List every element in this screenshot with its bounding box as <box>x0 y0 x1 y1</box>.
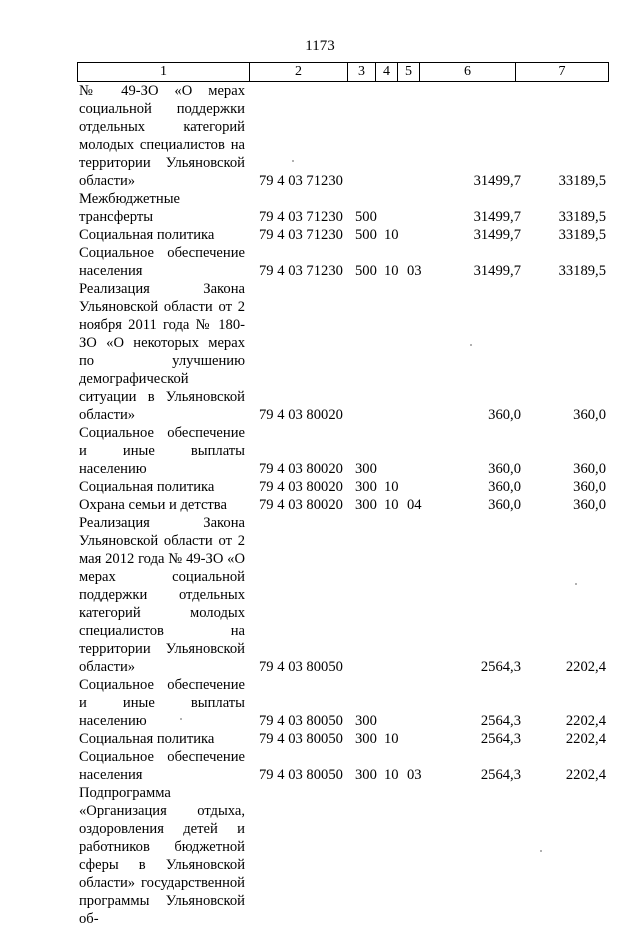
row-name: Социальное обеспечение населения <box>79 245 245 279</box>
row-value-year1: 360,0 <box>488 479 521 495</box>
table-row <box>79 190 619 226</box>
row-value-year1: 360,0 <box>488 461 521 477</box>
row-code: 79 4 03 80020 <box>259 407 343 423</box>
row-code: 79 4 03 80020 <box>259 497 343 513</box>
table-row <box>79 478 619 496</box>
table-row <box>79 496 619 514</box>
row-expense-type: 300 <box>355 461 377 477</box>
column-header-table <box>77 62 609 82</box>
row-value-year2: 360,0 <box>573 479 606 495</box>
table-row <box>79 748 619 784</box>
table-row <box>79 244 619 280</box>
row-code: 79 4 03 80020 <box>259 479 343 495</box>
row-name: Социальное обеспечение населения <box>79 749 245 783</box>
row-value-year2: 2202,4 <box>565 713 606 729</box>
scan-speck <box>470 344 472 346</box>
row-name: № 49-ЗО «О мерах социальной поддержки отдельных категорий молодых специалистов на территории Ульяновской области» <box>79 83 245 189</box>
row-value-year2: 360,0 <box>573 407 606 423</box>
row-value-year1: 31499,7 <box>473 209 521 225</box>
row-name: Реализация Закона Ульяновской области от 2 мая 2012 года № 49-ЗО «О мерах социальной поддержки отдельных категорий молодых специалистов на территории Ульяновской области» <box>79 515 245 675</box>
row-code: 79 4 03 80050 <box>259 767 343 783</box>
table-row <box>79 676 619 730</box>
row-name: Охрана семьи и детства <box>79 497 227 513</box>
row-value-year2: 2202,4 <box>565 731 606 747</box>
column-header-3: 3 <box>348 63 376 82</box>
row-code: 79 4 03 80050 <box>259 713 343 729</box>
column-header-5: 5 <box>398 63 420 82</box>
row-section: 10 <box>384 767 399 783</box>
scan-speck <box>180 718 182 720</box>
row-value-year2: 33189,5 <box>558 209 606 225</box>
row-value-year2: 2202,4 <box>565 767 606 783</box>
row-name: Подпрограмма «Организация отдыха, оздоровления детей и работников бюджетной сферы в Ульяновской области» государственной программы Ульяновской об- <box>79 785 245 927</box>
row-section: 10 <box>384 731 399 747</box>
table-row <box>79 730 619 748</box>
row-subsection: 03 <box>407 767 422 783</box>
scan-speck <box>575 583 577 585</box>
column-header-7: 7 <box>516 63 609 82</box>
table-row <box>79 280 619 424</box>
row-name: Реализация Закона Ульяновской области от 2 ноября 2011 года № 180-ЗО «О некоторых мерах по улучшению демографической ситуации в Ульяновской области» <box>79 281 245 423</box>
column-header-1: 1 <box>78 63 250 82</box>
row-value-year1: 360,0 <box>488 497 521 513</box>
row-value-year1: 31499,7 <box>473 173 521 189</box>
table-row <box>79 514 619 676</box>
row-code: 79 4 03 71230 <box>259 173 343 189</box>
row-code: 79 4 03 80020 <box>259 461 343 477</box>
row-code: 79 4 03 80050 <box>259 659 343 675</box>
row-expense-type: 300 <box>355 767 377 783</box>
row-name: Социальная политика <box>79 227 215 243</box>
table-row <box>79 226 619 244</box>
table-row <box>79 784 619 928</box>
row-value-year1: 2564,3 <box>480 767 521 783</box>
row-value-year2: 33189,5 <box>558 227 606 243</box>
row-value-year2: 33189,5 <box>558 173 606 189</box>
row-expense-type: 300 <box>355 479 377 495</box>
row-name: Социальная политика <box>79 731 215 747</box>
row-value-year1: 360,0 <box>488 407 521 423</box>
row-expense-type: 300 <box>355 713 377 729</box>
row-section: 10 <box>384 227 399 243</box>
row-value-year1: 2564,3 <box>480 731 521 747</box>
column-header-2: 2 <box>250 63 348 82</box>
row-name: Социальное обеспечение и иные выплаты населению <box>79 677 245 729</box>
row-subsection: 03 <box>407 263 422 279</box>
column-header-6: 6 <box>420 63 516 82</box>
row-expense-type: 300 <box>355 731 377 747</box>
row-value-year2: 33189,5 <box>558 263 606 279</box>
scan-speck <box>540 850 542 852</box>
column-header-4: 4 <box>376 63 398 82</box>
page-number: 1173 <box>305 38 335 54</box>
table-row <box>79 82 619 190</box>
row-name: Социальное обеспечение и иные выплаты населению <box>79 425 245 477</box>
row-expense-type: 500 <box>355 263 377 279</box>
row-code: 79 4 03 71230 <box>259 227 343 243</box>
row-expense-type: 300 <box>355 497 377 513</box>
row-section: 10 <box>384 497 399 513</box>
row-name: Социальная политика <box>79 479 215 495</box>
row-name: Межбюджетные трансферты <box>79 191 181 225</box>
row-expense-type: 500 <box>355 209 377 225</box>
row-code: 79 4 03 80050 <box>259 731 343 747</box>
row-value-year2: 360,0 <box>573 461 606 477</box>
row-value-year2: 2202,4 <box>565 659 606 675</box>
row-value-year1: 31499,7 <box>473 227 521 243</box>
scan-speck <box>292 160 294 162</box>
row-code: 79 4 03 71230 <box>259 263 343 279</box>
row-section: 10 <box>384 263 399 279</box>
budget-table-body <box>79 82 619 928</box>
row-subsection: 04 <box>407 497 422 513</box>
row-value-year2: 360,0 <box>573 497 606 513</box>
row-expense-type: 500 <box>355 227 377 243</box>
row-section: 10 <box>384 479 399 495</box>
row-value-year1: 2564,3 <box>480 659 521 675</box>
row-code: 79 4 03 71230 <box>259 209 343 225</box>
row-value-year1: 2564,3 <box>480 713 521 729</box>
table-row <box>79 424 619 478</box>
row-value-year1: 31499,7 <box>473 263 521 279</box>
